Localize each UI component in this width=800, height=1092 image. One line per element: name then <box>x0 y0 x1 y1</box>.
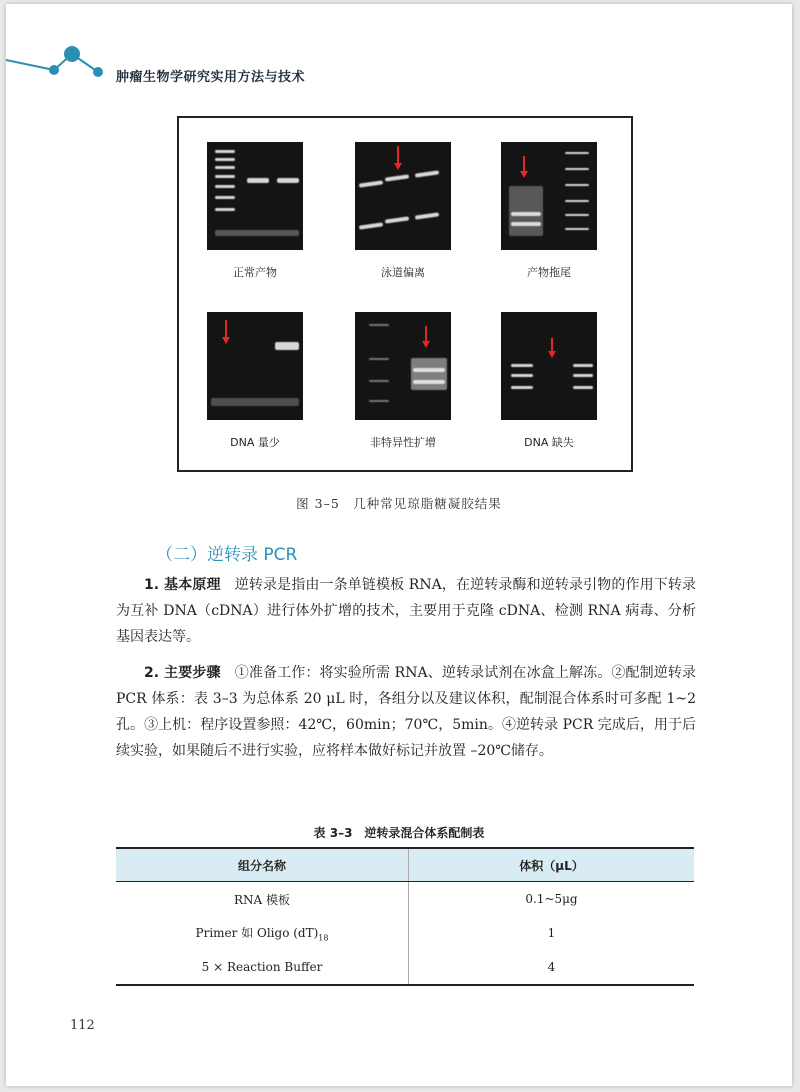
component-subscript: 18 <box>318 933 329 943</box>
figure-caption: 图 3–5 几种常见琼脂糖凝胶结果 <box>296 496 502 511</box>
column-header: 组分名称 <box>116 848 409 882</box>
page-header <box>6 42 792 92</box>
page-number: 112 <box>70 1018 95 1033</box>
gel-panel-low-dna <box>207 312 307 450</box>
component-name: 5 × Reaction Buffer <box>116 950 409 985</box>
steps-text: ①准备工作：将实验所需 RNA、逆转录试剂在冰盒上解冻。②配制逆转录 PCR 体系：表 3–3 为总体系 20 μL 时，各组分以及建议体积，配制混合体系时可多配 1~2 孔。③上机：程序设置参照：42℃，60min；70℃，5min。④逆转录 PCR 完成后，用于后续实验，如果随后不进行实验，应将样本做好标记并放置 –20℃储存。 <box>116 665 696 759</box>
molecule-logo-icon <box>6 42 116 82</box>
steps-lead: 2. 主要步骤 <box>144 665 221 681</box>
component-volume: 4 <box>409 950 695 985</box>
panel-label: 产物拖尾 <box>527 266 571 279</box>
panel-label: DNA 缺失 <box>524 436 574 449</box>
panel-label: 正常产物 <box>233 266 277 279</box>
gel-image <box>501 312 597 420</box>
column-header: 体积（μL） <box>409 848 695 882</box>
table-row <box>116 950 694 985</box>
panel-label: 非特异性扩增 <box>370 436 436 449</box>
paragraph-principle <box>116 572 696 650</box>
panel-label: DNA 量少 <box>230 436 280 449</box>
gel-panel-lane-deviation <box>355 142 455 280</box>
red-arrow-icon <box>523 156 525 172</box>
red-arrow-icon <box>551 338 553 352</box>
principle-text: 逆转录是指由一条单链模板 RNA，在逆转录酶和逆转录引物的作用下转录为互补 DNA（cDNA）进行体外扩增的技术，主要用于克隆 cDNA、检测 RNA 病毒、分析基因表达等。 <box>116 577 696 645</box>
gel-panel-smear <box>501 142 601 280</box>
gel-image <box>207 142 303 250</box>
red-arrow-icon <box>225 320 227 338</box>
component-name: RNA 模板 <box>116 882 409 917</box>
panel-label: 泳道偏离 <box>381 266 425 279</box>
red-arrow-icon <box>397 146 399 164</box>
gel-image <box>355 142 451 250</box>
component-volume: 0.1~5μg <box>525 892 578 906</box>
principle-lead: 1. 基本原理 <box>144 577 221 593</box>
gel-figure <box>177 116 633 472</box>
component-volume: 1 <box>547 926 556 940</box>
table-row <box>116 916 694 950</box>
running-title: 肿瘤生物学研究实用方法与技术 <box>116 70 306 85</box>
gel-panel-normal <box>207 142 307 280</box>
table-title: 表 3–3 逆转录混合体系配制表 <box>313 826 485 840</box>
red-arrow-icon <box>425 326 427 342</box>
component-name-cell <box>116 916 409 950</box>
gel-panel-nonspecific <box>355 312 455 450</box>
mix-table <box>116 847 694 986</box>
paragraph-steps <box>116 660 696 764</box>
table-row <box>116 882 694 917</box>
gel-image <box>355 312 451 420</box>
gel-panel-dna-missing <box>501 312 601 450</box>
book-page <box>6 4 792 1086</box>
component-name: Primer 如 Oligo (dT) <box>195 925 319 940</box>
section-title: （二）逆转录 PCR <box>156 545 298 565</box>
gel-image <box>501 142 597 250</box>
gel-image <box>207 312 303 420</box>
